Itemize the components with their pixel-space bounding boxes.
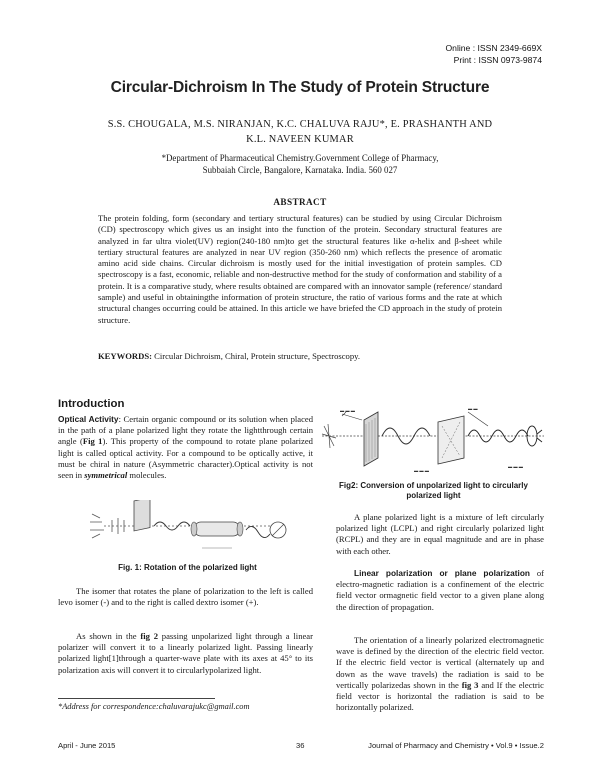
right-p2-text: of electro-magnetic radiation is a confinement of the electric field vector ormagnetic field vector to a given plane along the direction of propagation.	[336, 568, 545, 612]
affiliation	[80, 152, 520, 176]
footer-date: April - June 2015	[58, 741, 116, 750]
issn-print: Print : ISSN 0973-9874	[453, 55, 542, 65]
authors	[60, 117, 540, 147]
intro-paragraph-3	[58, 631, 313, 676]
intro-p1-text-b: ). This property of the compound to rotate plane polarized light is called optical activity. For a compound to be optically active, it must be chiral in nature (Asymmetric character).Optical activity is not seen in	[58, 436, 313, 481]
fig1-ref: Fig 1	[82, 436, 103, 447]
footnote-divider	[58, 698, 215, 699]
intro-paragraph-1	[58, 414, 313, 481]
svg-text:▬ ▬ ▬: ▬ ▬ ▬	[340, 408, 355, 413]
figure-1-rotation-diagram	[82, 500, 294, 558]
linear-polarizer	[364, 412, 378, 466]
right-p3-text-a: The orientation of a linearly polarized electromagnetic wave is defined by the direction of the electric field vector. If the electric field vector is vertical (alternately up and down as the wave travels) the radiation is said to be vertically polarizedas shown in the	[336, 635, 544, 690]
figure-1-caption: Fig. 1: Rotation of the polarized light	[118, 563, 257, 572]
affiliation-line-1: *Department of Pharmaceutical Chemistry.Government College of Pharmacy,	[161, 153, 439, 163]
authors-line-2: K.L. NAVEEN KUMAR	[246, 134, 354, 145]
svg-text:▬ ▬ ▬: ▬ ▬ ▬	[414, 468, 429, 473]
figure-2-caption-line-2: polarized light	[406, 491, 461, 500]
quarter-wave-plate	[438, 416, 464, 464]
footer-page-number: 36	[296, 741, 305, 750]
intro-p3-text-b: passing unpolarized light through a linear polarizer will convert it to a linearly polarized light. Passing linearly polarized light[1]through a quarter-wave plate with its axes at 45° to its polarization axis will convert it to circularlypolarized light.	[58, 631, 313, 675]
intro-p1-text-c: molecules.	[127, 470, 167, 481]
section-heading-introduction: Introduction	[58, 398, 125, 410]
intro-paragraph-2: The isomer that rotates the plane of polarization to the left is called levo isomer (-) and to the right is called dextro isomer (+).	[58, 586, 313, 608]
source-rays	[90, 514, 104, 538]
abstract-text: The protein folding, form (secondary and tertiary structural features) can be studied by using Circular Dichroism (CD) spectroscopy which gives us an insight into the function of the protein. Secondary structural features are analyzed in far ultra violet(UV) region(240-180 nm)to get the structural features like α-helix and β-sheet while tertiary structural features are analyzed in near UV region (350-260 nm) which reflects the presence of aromatic amino acid side chains. Circular dichroism is mostly used for the initial investigation of protein samples. CD spectroscopy is a fast, economic, reliable and non-destructive method for the study of conformation and stability of a protein. It is a comparative study, where results obtained are compared with an innovator sample (reference/ standard sample) and useful in obtainingthe information of protein structure, the ratio of various forms and the rate at which structural changes occurring could be attained. In this article we have briefed the CD approach in the study of protein structure.	[98, 213, 502, 325]
right-paragraph-1: A plane polarized light is a mixture of left circularly polarized light (LCPL) and right circularly polarized light (RCPL) and they are in equal magnitude and are in phase with each other.	[336, 512, 544, 556]
paper-title: Circular-Dichroism In The Study of Protein Structure	[110, 79, 490, 96]
fig2-ref: fig 2	[140, 631, 158, 641]
fig3-ref: fig 3	[461, 679, 479, 690]
intro-p3-text-a: As shown in the	[76, 631, 141, 641]
issn-block	[446, 42, 543, 66]
figure-2-conversion-diagram	[318, 406, 550, 480]
correspondence-footnote: *Address for correspondence:chaluvarajukc@gmail.com	[58, 702, 250, 711]
right-paragraph-3	[336, 635, 544, 713]
right-paragraph-2	[336, 568, 544, 613]
authors-line-1: S.S. CHOUGALA, M.S. NIRANJAN, K.C. CHALUVA RAJU*, E. PRASHANTH AND	[107, 119, 493, 130]
linear-polarization-label: Linear polarization or plane polarization	[354, 568, 530, 578]
keywords-text: Circular Dichroism, Chiral, Protein structure, Spectroscopy.	[151, 351, 361, 361]
sample-tube	[194, 522, 240, 536]
right-p3-text-b: and If the electric field vector is horizontal the radiation is said to be horizontally polarized.	[336, 679, 544, 713]
footer-journal: Journal of Pharmacy and Chemistry • Vol.9 • Issue.2	[368, 741, 544, 750]
symmetrical-emphasis: symmetrical	[84, 470, 128, 481]
optical-activity-label: Optical Activity	[58, 414, 119, 424]
svg-text:▬ ▬: ▬ ▬	[468, 406, 478, 411]
intro-p1-text-a: : Certain organic compound or its solution when placed in the path of a plane polarized light they rotate the lightthrough certain angle (	[58, 414, 314, 447]
keywords-label: KEYWORDS:	[98, 351, 152, 361]
abstract-heading: ABSTRACT	[273, 197, 327, 207]
figure-2-caption	[316, 481, 551, 501]
polarizer	[134, 500, 150, 531]
figure-2-caption-line-1: Fig2: Conversion of unpolarized light to circularly	[339, 481, 528, 490]
rotated-wave	[246, 526, 270, 537]
affiliation-line-2: Subbaiah Circle, Bangalore, Karnataka. India. 560 027	[202, 165, 398, 175]
keywords	[98, 351, 502, 362]
svg-text:▬ ▬ ▬: ▬ ▬ ▬	[508, 464, 523, 469]
issn-online: Online : ISSN 2349-669X	[445, 43, 542, 53]
